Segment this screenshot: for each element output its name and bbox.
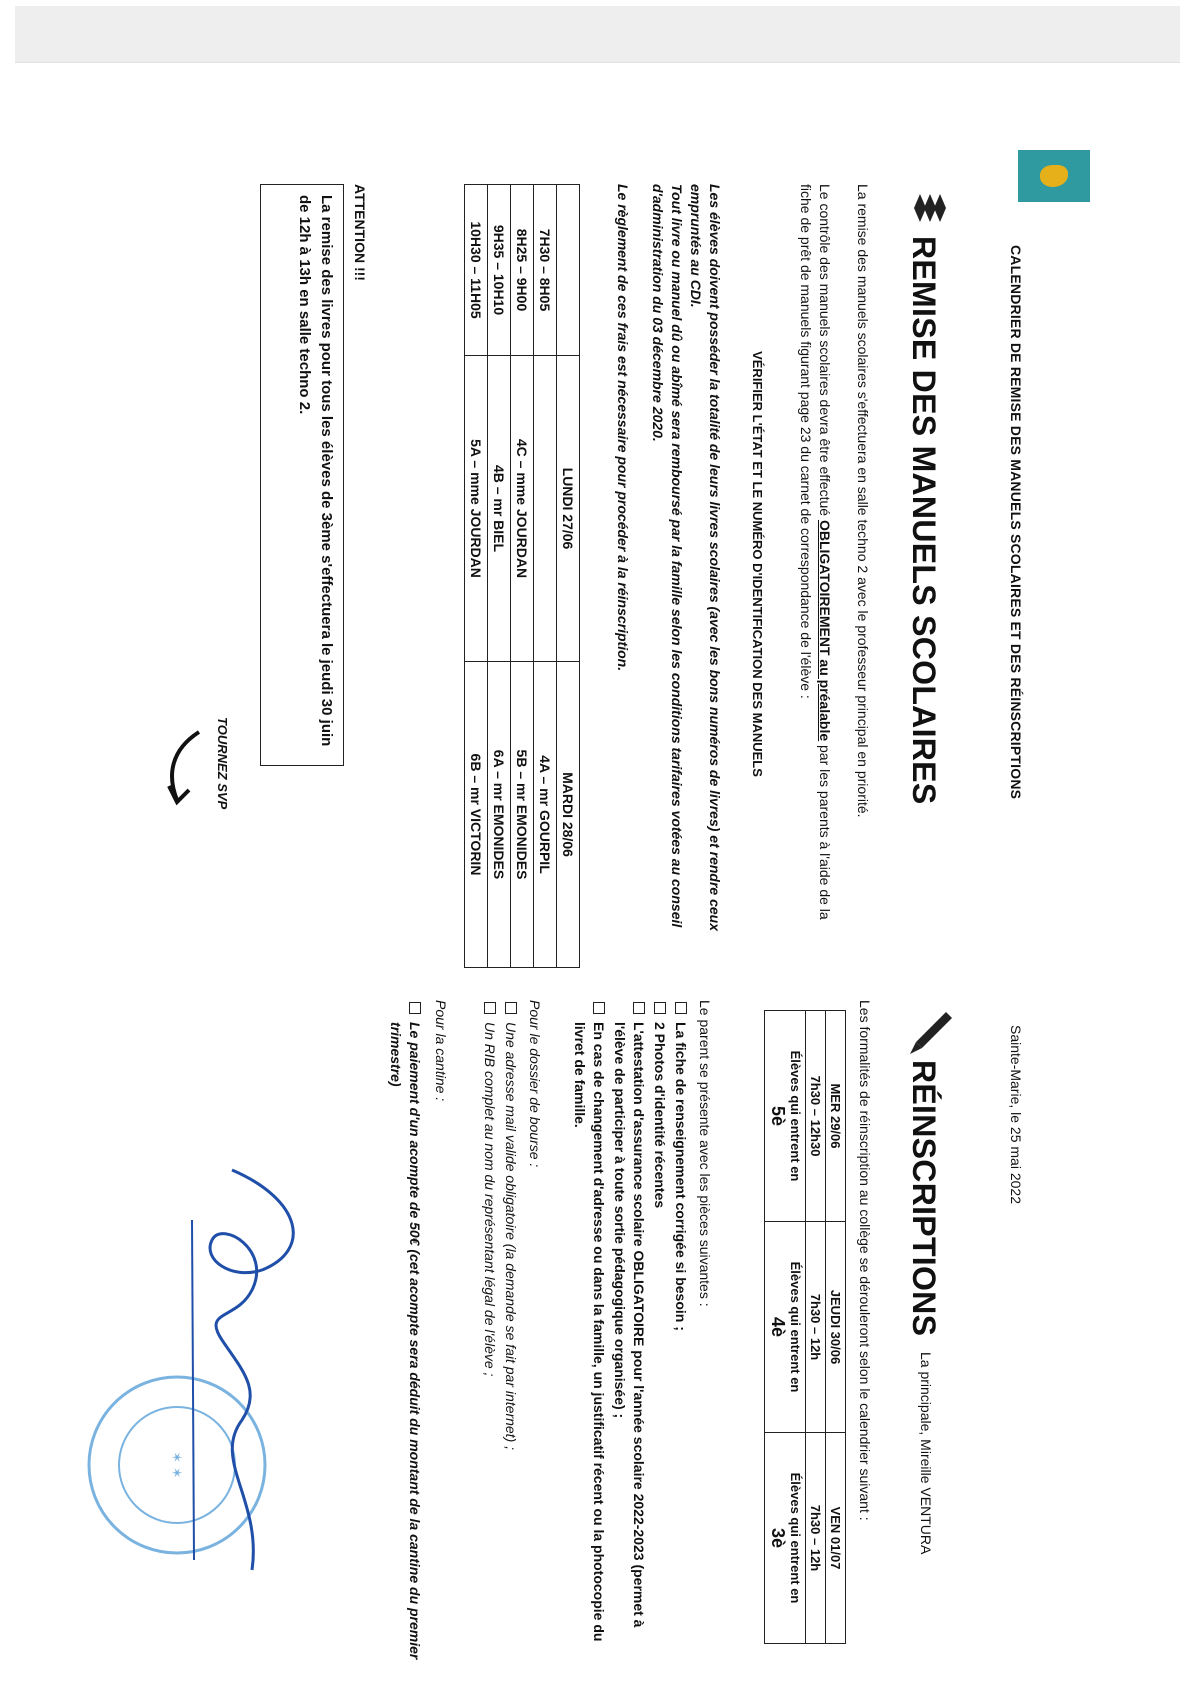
reins-level-cell [765, 1433, 806, 1644]
schedule-cell [534, 356, 557, 662]
bourse-list [478, 1000, 520, 1660]
cantine-item: Le paiement d'un acompte de 50€ (cet acompte sera déduit du montant de la cantine du premier trimestre) [386, 1000, 424, 1660]
turn-arrow-icon [157, 720, 207, 810]
manuels-paragraph-1: La remise des manuels scolaires s'effectuera en salle techno 2 avec le professeur principal en priorité. [855, 184, 871, 818]
reins-time-cell: 7h30 – 12h30 [806, 1011, 826, 1222]
schedule-row [465, 185, 488, 968]
bourse-label: Pour le dossier de bourse : [527, 1000, 543, 1168]
schedule-row [511, 185, 534, 968]
piece-item: En cas de changement d'adresse ou dans la famille, un justificatif récent ou la photocopie du livret de famille. [570, 1000, 608, 1660]
manuels-heading: REMISE DES MANUELS SCOLAIRES [906, 236, 942, 805]
reins-level-label: Élèves qui entrent en [788, 1050, 803, 1182]
reins-level-value: 5è [768, 1105, 788, 1127]
reinscriptions-table [764, 1010, 846, 1644]
bourse-item: Une adresse mail valide obligatoire (la demande se fait par internet) ; [501, 1000, 520, 1660]
reins-level-cell [765, 1011, 806, 1222]
reins-day-row [826, 1011, 846, 1644]
pieces-list [568, 1000, 690, 1660]
attention-box: La remise des livres pour tous les élèves de 3ème s'effectuera le jeudi 30 juin de 12h à 13h en salle techno 2. [260, 184, 344, 766]
reins-level-label: Élèves qui entrent en [788, 1261, 803, 1393]
reins-level-label: Élèves qui entrent en [788, 1472, 803, 1604]
schedule-cell: 4A – mr GOURPIL [534, 662, 557, 968]
manuels-paragraph-2: Le contrôle des manuels scolaires devra être effectué OBLIGATOIREMENT au préalable par les parents à l'aide de la fiche de prêt de manuels figurant page 23 du carnet de correspondance de l'élève : [798, 184, 833, 920]
schedule-header-cell [557, 185, 580, 356]
piece-item: 2 Photos d'identité récentes [650, 1000, 669, 1660]
schedule-cell: 8H25 – 9H00 [511, 185, 534, 356]
principal-signoff: La principale, Mireille VENTURA [918, 1352, 934, 1555]
tournez-svp-label: TOURNEZ SVP [215, 717, 230, 810]
reinscriptions-intro: Les formalités de réinscription au collège se dérouleront selon le calendrier suivant : [857, 1000, 873, 1521]
reinscriptions-heading: RÉINSCRIPTIONS [906, 1060, 942, 1337]
reins-day-cell: JEUDI 30/06 [826, 1222, 846, 1433]
verify-instruction: VÉRIFIER L'ÉTAT ET LE NUMÉRO D'IDENTIFICATION DES MANUELS [750, 351, 765, 777]
piece-item: L'attestation d'assurance scolaire OBLIGATOIRE pour l'année scolaire 2022-2023 (permet à l'élève de participer à toute sortie pédagogique organisée) ; [610, 1000, 648, 1660]
reins-day-cell: VEN 01/07 [826, 1433, 846, 1644]
piece-item: La fiche de renseignement corrigée si besoin ; [671, 1000, 690, 1660]
reins-level-row [765, 1011, 806, 1644]
document-date: Sainte-Marie, le 25 mai 2022 [1008, 1025, 1024, 1204]
stacked-books-icon [902, 190, 948, 226]
schedule-cell: 4B – mr BIEL [488, 356, 511, 662]
schedule-row [534, 185, 557, 968]
reins-level-cell [765, 1222, 806, 1433]
bourse-item: Un RIB complet au nom du représentant légal de l'élève ; [480, 1000, 499, 1660]
schedule-cell: 5B – mr EMONIDES [511, 662, 534, 968]
pieces-intro: Le parent se présente avec les pièces suivantes : [697, 1000, 713, 1307]
schedule-cell: 6A – mr EMONIDES [488, 662, 511, 968]
schedule-cell: 9H35 – 10H10 [488, 185, 511, 356]
pen-icon [906, 1012, 956, 1056]
reins-day-cell: MER 29/06 [826, 1011, 846, 1222]
school-logo [1018, 150, 1090, 202]
handwritten-signature [182, 1160, 322, 1580]
schedule-header-cell: LUNDI 27/06 [557, 356, 580, 662]
manuels-italic-2: Tout livre ou manuel dû ou abîmé sera remboursé par la famille selon les conditions tarifaires votées au conseil d'administration du 03 décembre 2020. [650, 184, 685, 928]
manuels-italic-3: Le règlement de ces frais est nécessaire pour procéder à la réinscription. [615, 184, 631, 672]
cantine-list [384, 1000, 424, 1660]
schedule-cell: 7H30 – 8H05 [534, 185, 557, 356]
reins-time-cell: 7h30 – 12h [806, 1433, 826, 1644]
manuels-schedule-table [464, 184, 580, 968]
document-title: CALENDRIER DE REMISE DES MANUELS SCOLAIRES ET DES RÉINSCRIPTIONS [1008, 245, 1024, 800]
svg-text:✶ ✶: ✶ ✶ [169, 1451, 185, 1479]
schedule-header-row [557, 185, 580, 968]
reins-level-value: 3è [768, 1527, 788, 1549]
cantine-label: Pour la cantine : [433, 1000, 449, 1102]
schedule-cell: 10H30 – 11H05 [465, 185, 488, 356]
schedule-row [488, 185, 511, 968]
schedule-cell: 4C – mme JOURDAN [511, 356, 534, 662]
schedule-cell: 6B – mr VICTORIN [465, 662, 488, 968]
schedule-cell: 5A – mme JOURDAN [465, 356, 488, 662]
manuels-italic-1: Les élèves doivent posséder la totalité de leurs livres scolaires (avec les bons numéros de livres) et rendre ceux empruntés au CDI. [688, 184, 723, 931]
schedule-header-cell: MARDI 28/06 [557, 662, 580, 968]
attention-label: ATTENTION !!! [352, 184, 368, 281]
reins-time-cell: 7h30 – 12h [806, 1222, 826, 1433]
reins-level-value: 4è [768, 1316, 788, 1338]
reins-time-row [806, 1011, 826, 1644]
